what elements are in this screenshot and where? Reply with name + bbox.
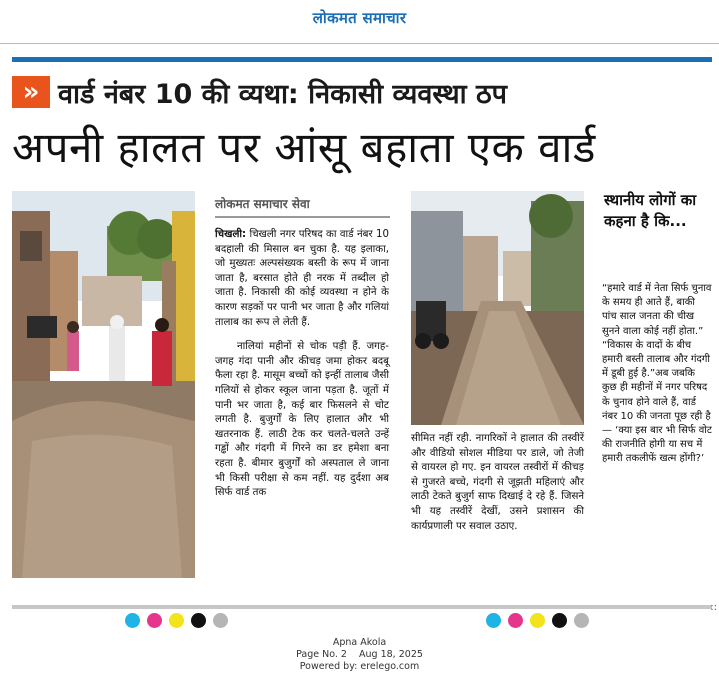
page-footer	[0, 637, 719, 673]
registration-dot	[169, 613, 184, 628]
photo-flooded-lane-children	[12, 191, 195, 578]
registration-dot	[508, 613, 523, 628]
top-blue-rule	[12, 57, 712, 62]
registration-dot	[191, 613, 206, 628]
registration-dot	[486, 613, 501, 628]
registration-dot	[125, 613, 140, 628]
footer-page-date: Page No. 2 Aug 18, 2025	[296, 649, 423, 660]
article-column-2	[411, 432, 584, 534]
paragraph-lead	[215, 228, 389, 330]
registration-dot	[213, 613, 228, 628]
registration-dot	[147, 613, 162, 628]
registration-dot	[552, 613, 567, 628]
double-chevron-icon: »	[12, 76, 50, 108]
main-headline: अपनी हालत पर आंसू बहाता एक वार्ड	[12, 123, 596, 172]
byline: लोकमत समाचार सेवा	[215, 195, 390, 218]
dateline: चिखली:	[215, 229, 247, 240]
paragraph-2: नालियां महीनों से चोक पड़ी हैं. जगह-जगह गंदा पानी और कीचड़ जमा होकर बदबू फैला रहा है. मासूम बच्चों को इन्हीं तालाब जैसी गलियों से होकर स्कूल जाना पड़ता है. जूतों में पानी भर जाता है, कई बार फिसलने से चोट लगती है. बुजुर्गों के लिए हालात और भी खतरनाक हैं. लाठी टेक कर चलते-चलते उन्हें गड्ढों और गंदगी में गिरने का डर हमेशा बना रहता है. बीमार बुजुर्गों को अस्पताल ले जाना भी किसी परीक्षा से कम नहीं. यह दुर्दशा अब सिर्फ वार्ड तक	[215, 341, 389, 499]
paragraph-3: सीमित नहीं रही. नागरिकों ने हालात की तस्वीरें और वीडियो सोशल मीडिया पर डाले, जो तेजी से वायरल हो गए. इन वायरल तस्वीरों में कीचड़ से गुजरते बच्चे, गंदगी से जूझती महिलाएं और लाठी टेकते बुजुर्ग साफ दिखाई दे रहे हैं. जिसने भी यह तस्वीरें देखीं, उसने प्रशासन की कार्यप्रणाली पर सवाल उठाए.	[411, 433, 584, 532]
paragraph-1-text: चिखली नगर परिषद का वार्ड नंबर 10 बदहाली की मिसाल बन चुका है. यह इलाका, जो मुख्यतः अल्पसंख्यक बस्ती के रूप में जाना जाता है, बरसात होते ही नरक में तब्दील हो जाता है. निकासी की कोई व्यवस्था न होने के कारण सड़कों पर पानी भर जाता है और गलियां तालाब का रूप ले लेती हैं.	[215, 229, 389, 328]
footer-powered-by: Powered by: erelego.com	[299, 661, 420, 672]
masthead-divider	[0, 43, 719, 44]
kicker-headline: वार्ड नंबर 10 की व्यथा: निकासी व्यवस्था ठप	[58, 79, 508, 110]
sidebar-title: स्थानीय लोगों का कहना है कि...	[604, 191, 697, 230]
article-column-1	[215, 228, 389, 501]
registration-dot	[530, 613, 545, 628]
footer-publication: Apna Akola	[332, 637, 387, 648]
masthead-title: लोकमत समाचार	[312, 9, 407, 27]
sidebar-quote-text: “हमारे वार्ड में नेता सिर्फ चुनाव के समय ही आते हैं, बाकी पांच साल जनता की चीख सुनने वाला कोई नहीं होता.” “विकास के वादों के बीच हमारी बस्ती तालाब और गंदगी में डूबी हुई है.”अब जबकि कुछ ही महीनों में नगर परिषद के चुनाव होने वाले हैं, वार्ड नंबर 10 की जनता पूछ रही है — ‘क्या इस बार भी सिर्फ वोट की राजनीति होगी या सच में हमारी तकलीफें खत्म होंगी?’	[602, 283, 712, 465]
bottom-grey-rule	[12, 605, 712, 609]
photo-flooded-street	[411, 191, 584, 425]
crop-marks: ::	[710, 602, 717, 613]
registration-dot	[574, 613, 589, 628]
